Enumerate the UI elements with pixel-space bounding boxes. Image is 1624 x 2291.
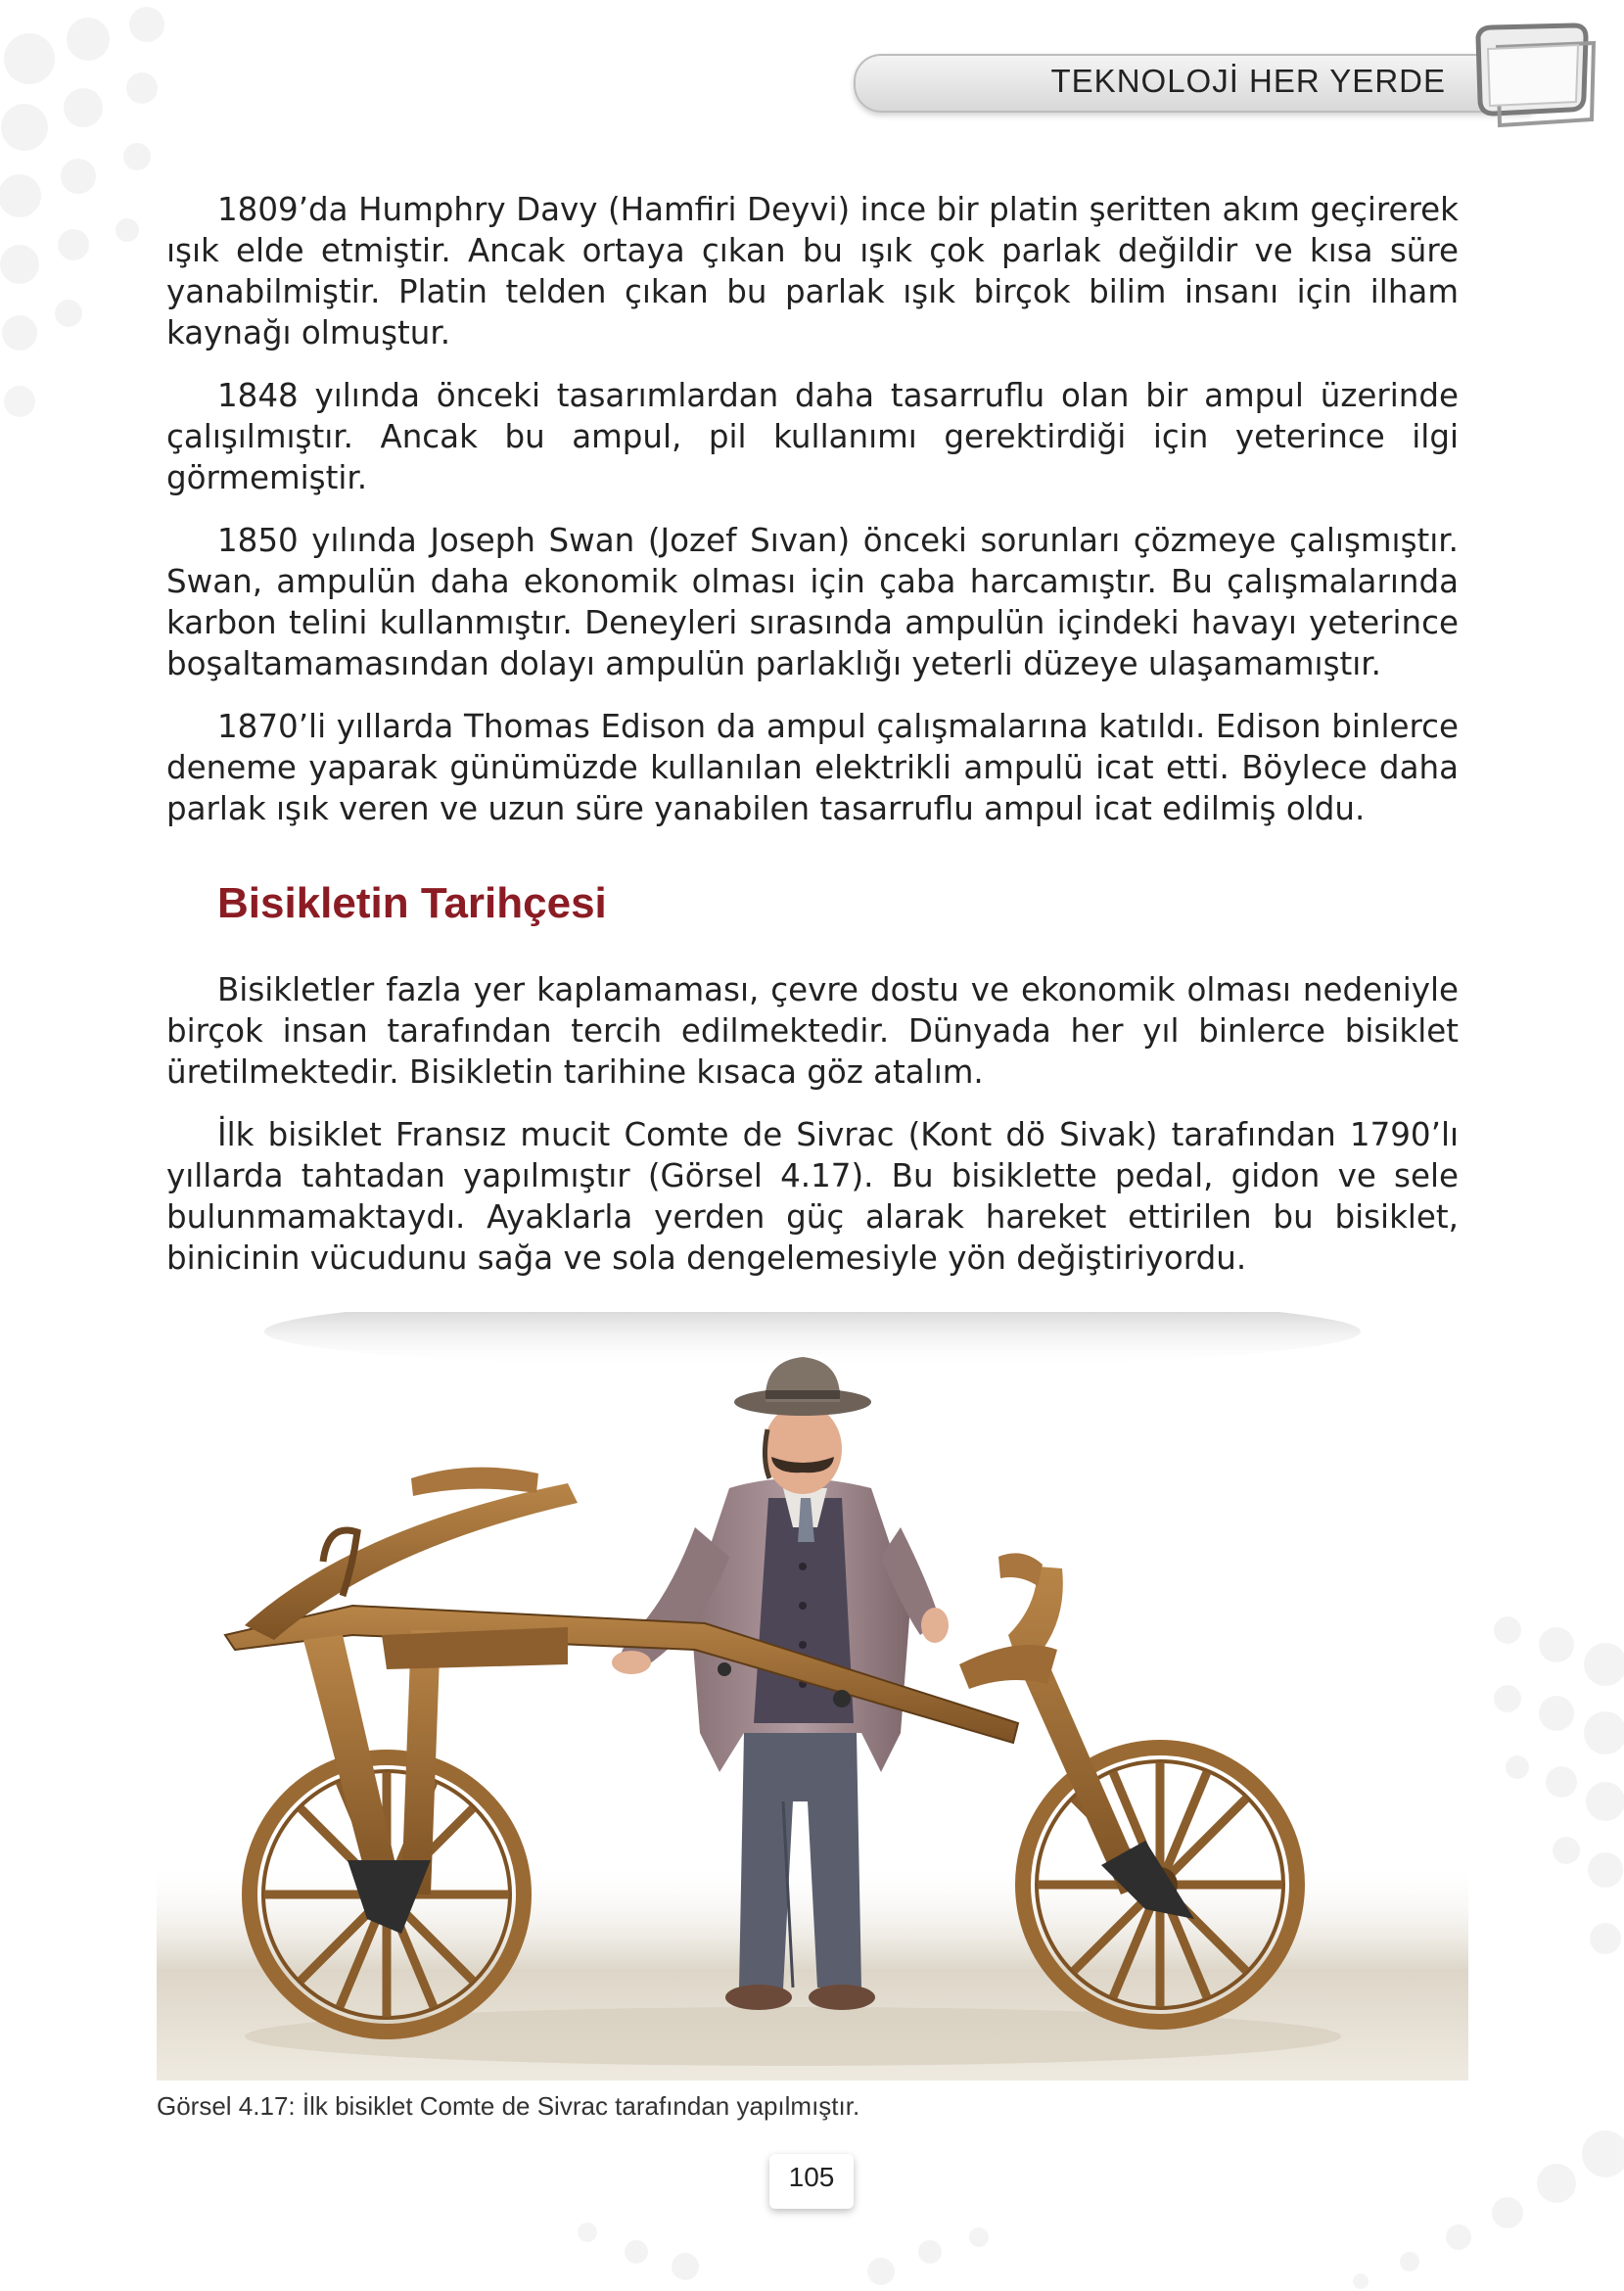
figure-caption: Görsel 4.17: İlk bisiklet Comte de Sivrac tarafından yapılmıştır. [157,2091,860,2121]
paragraph-bisiklet-intro: Bisikletler fazla yer kaplamaması, çevre dostu ve ekonomik olması nedeniyle birçok insan tarafından tercih edilmektedir. Dünyada her yıl binlerce bisiklet üretilmektedir. Bisikletin tarihine kısaca göz atalım. [166,971,1459,1091]
figure-first-bicycle [157,1312,1468,2081]
text-block-bisiklet [166,969,1459,1300]
paragraph-davy: 1809’da Humphry Davy (Hamfiri Deyvi) ince bir platin şeritten akım geçirerek ışık elde etmiştir. Ancak ortaya çıkan bu ışık çok parlak değildir ve kısa süre yanabilmiştir. Platin telden çıkan bu parlak ışık birçok bilim insanı için ilham kaynağı olmuştur. [166,191,1459,351]
page-corner-icon [1459,20,1605,137]
paragraph-edison: 1870’li yıllarda Thomas Edison da ampul çalışmalarına katıldı. Edison binlerce deneme yaparak günümüzde kullanılan elektrikli ampulü icat etti. Böylece daha parlak ışık veren ve uzun süre yanabilen tasarruflu ampul icat edilmiş oldu. [166,708,1459,827]
paragraph-sivrac: İlk bisiklet Fransız mucit Comte de Sivrac (Kont dö Sivak) tarafından 1790’lı yıllarda tahtadan yapılmıştır (Görsel 4.17). Bu bisiklette pedal, gidon ve sele bulunmamaktaydı. Ayaklarla yerden güç alarak hareket ettirilen bu bisiklet, binicinin vücudunu sağa ve sola dengelemesiyle yön değiştiriyordu. [166,1116,1459,1277]
page-number: 105 [788,2162,835,2192]
paragraph-1848: 1848 yılında önceki tasarımlardan daha tasarruflu olan bir ampul üzerinde çalışılmıştır. Ancak bu ampul, pil kullanımı gerektirdiği için yeterince ilgi görmemiştir. [166,377,1459,496]
section-title: Bisikletin Tarihçesi [217,879,607,927]
header-title: TEKNOLOJİ HER YERDE [1050,63,1446,99]
paragraph-swan: 1850 yılında Joseph Swan (Jozef Sıvan) önceki sorunları çözmeye çalışmıştır. Swan, ampulün daha ekonomik olması için çaba harcamıştır. Bu çalışmalarında karbon telini kullanmıştır. Deneyleri sırasında ampulün içindeki havayı yeterince boşaltamamasından dolayı ampulün parlaklığı yeterli düzeye ulaşamamıştır. [166,522,1459,682]
text-block-ampul [166,189,1459,851]
